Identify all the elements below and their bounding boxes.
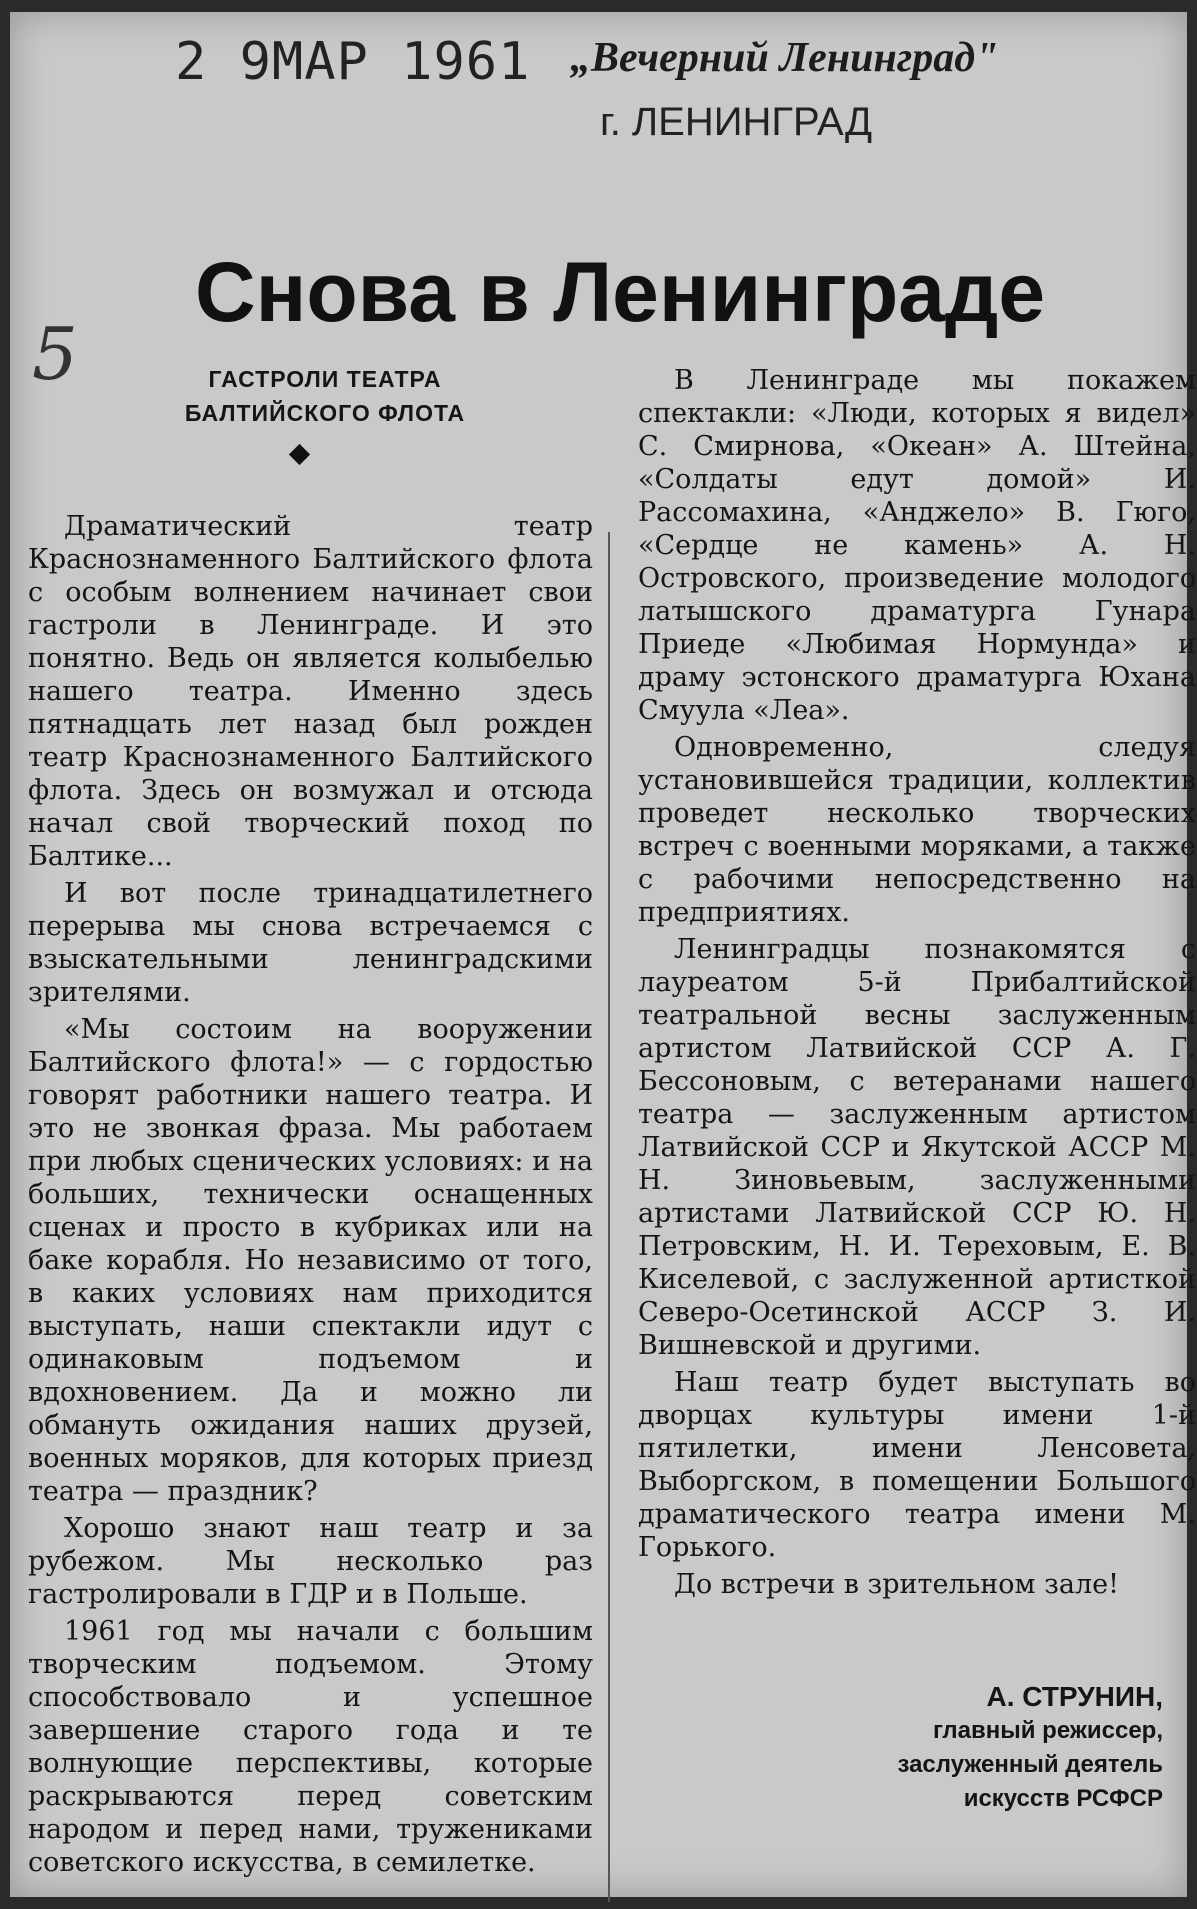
paragraph: Хорошо знают наш театр и за рубежом. Мы несколько раз гастролировали в ГДР и в Польше. [28, 1513, 593, 1610]
article-subtitle: ГАСТРОЛИ ТЕАТРА БАЛТИЙСКОГО ФЛОТА [184, 366, 466, 426]
paragraph: Одновременно, следуя установившейся традиции, коллектив проведет несколько творческих встреч с военными моряками, а также с рабочими непосредственно на предприятиях. [638, 732, 1196, 928]
newspaper-clipping [10, 12, 1196, 1897]
paragraph: До встречи в зрительном зале! [674, 1569, 1119, 1600]
paragraph: «Мы состоим на вооружении Балтийского флота!» — с гордостью говорят работники нашего театра. И это не звонкая фраза. Мы работаем при любых сценических условиях: и на больших, технически оснащенных сценах и просто в кубриках или на баке корабля. Но независимо от того, в каких условиях нам приходится выступать, наши спектакли идут с одинаковым подъемом и вдохновением. Да и можно ли обмануть ожидания наших друзей, военных моряков, для которых приезд театра — праздник? [28, 1014, 593, 1507]
column-divider [608, 532, 610, 1902]
paragraph: В Ленинграде мы покажем спектакли: «Люди, которых я видел» С. Смирнова, «Океан» А. Штейна, «Солдаты едут домой» И. Рассомахина, «Анджело» В. Гюго, «Сердце не камень» А. Н. Островского, произведение молодого латышского драматурга Гунара Приеде «Любимая Нормунда» и драму эстонского драматурга Юхана Смуула «Леа». [638, 365, 1196, 726]
paragraph: Ленинградцы познакомятся с лауреатом 5-й Прибалтийской театральной весны заслуженным артистом Латвийской ССР А. Г. Бессоновым, с ветеранами нашего театра — заслуженным артистом Латвийской ССР и Якутской АССР М. Н. Зиновьевым, заслуженными артистами Латвийской ССР Ю. Н. Петровским, Н. И. Тереховым, Е. В. Киселевой, с заслуженной артисткой Северо-Осетинской АССР З. И. Вишневской и другими. [638, 934, 1196, 1361]
diamond-ornament-icon [289, 444, 310, 465]
handwritten-margin-mark: 5 [32, 312, 78, 396]
author-role: главный режиссер, [933, 1717, 1163, 1744]
paragraph: И вот после тринадцатилетнего перерыва мы снова встречаемся с взыскательными ленинградскими зрителями. [28, 878, 593, 1008]
stamp-city: г. ЛЕНИНГРАД [600, 100, 873, 144]
paragraph: Наш театр будет выступать во дворцах культуры имени 1-й пятилетки, имени Ленсовета, Выборгском, в помещении Большого драматического театра имени М. Горького. [638, 1367, 1196, 1563]
paragraph: Драматический театр Краснознаменного Балтийского флота с особым волнением начинает свои гастроли в Ленинграде. И это понятно. Ведь он является колыбелью нашего театра. Именно здесь пятнадцать лет назад был рожден театр Краснознаменного Балтийского флота. Здесь он возмужал и отсюда начал свой творческий поход по Балтике... [28, 511, 593, 872]
stamp-newspaper-name: „Вечерний Ленинград" [570, 35, 999, 81]
article-title: Снова в Ленинграде [194, 245, 1046, 339]
stamp-date: 2 9МАР 1961 [175, 32, 531, 92]
author-name: А. СТРУНИН, [986, 1681, 1163, 1712]
article-column-left [28, 510, 593, 1883]
author-title: заслуженный деятель [897, 1751, 1163, 1778]
author-signature [897, 1680, 1163, 1816]
article-column-right [638, 364, 1196, 1605]
paragraph: 1961 год мы начали с большим творческим подъемом. Этому способствовало и успешное завершение старого года и те волнующие перспективы, которые раскрываются перед советским народом и перед нами, тружениками советского искусства, в семилетке. [28, 1616, 593, 1878]
author-title-2: искусств РСФСР [963, 1785, 1163, 1812]
